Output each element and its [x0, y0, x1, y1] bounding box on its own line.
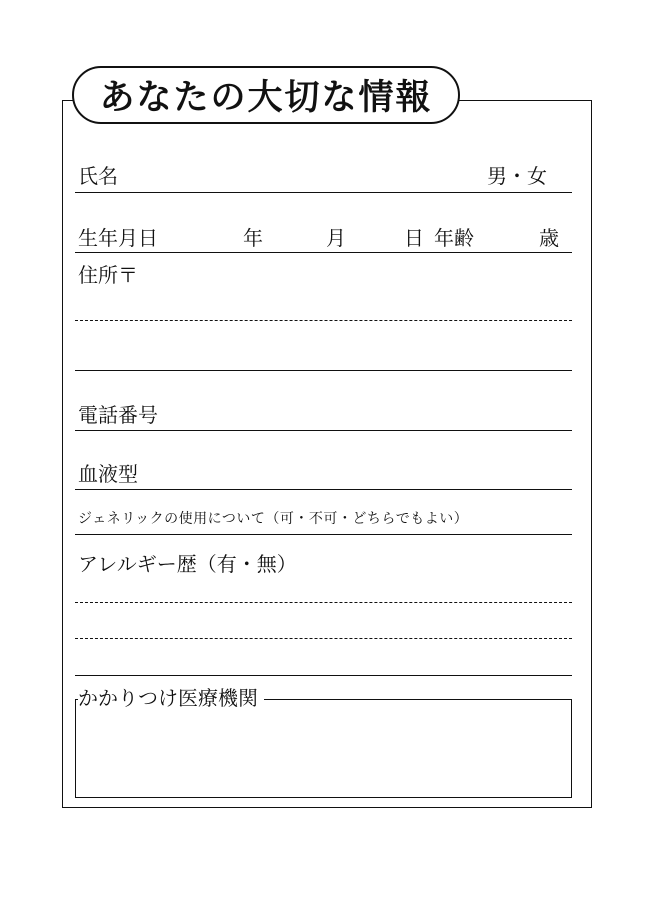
- card-title: あなたの大切な情報: [72, 66, 460, 124]
- allergy-line: [75, 675, 572, 676]
- allergy-dashed-line-2: [75, 638, 572, 639]
- sex-options[interactable]: 男・女: [487, 164, 547, 188]
- blood-label: 血液型: [78, 462, 138, 486]
- name-label: 氏名: [78, 164, 118, 188]
- age-label: 年齢: [434, 226, 474, 250]
- blood-line: [75, 489, 572, 490]
- month-label: 月: [326, 226, 346, 250]
- birth-line: [75, 252, 572, 253]
- allergy-label: アレルギー歴（有・無）: [78, 552, 297, 576]
- day-label: 日: [404, 226, 424, 250]
- year-label: 年: [243, 226, 263, 250]
- clinic-box[interactable]: [75, 699, 572, 798]
- generic-label: ジェネリックの使用について（可・不可・どちらでもよい）: [78, 511, 469, 527]
- generic-line: [75, 534, 572, 535]
- address-dashed-line: [75, 320, 572, 321]
- allergy-dashed-line-1: [75, 602, 572, 603]
- phone-label: 電話番号: [78, 403, 158, 427]
- age-unit: 歳: [539, 226, 559, 250]
- address-line: [75, 370, 572, 371]
- name-line: [75, 192, 572, 193]
- clinic-label: かかりつけ医療機関: [78, 682, 264, 711]
- birth-label: 生年月日: [78, 226, 158, 250]
- phone-line: [75, 430, 572, 431]
- address-label: 住所〒: [78, 263, 138, 287]
